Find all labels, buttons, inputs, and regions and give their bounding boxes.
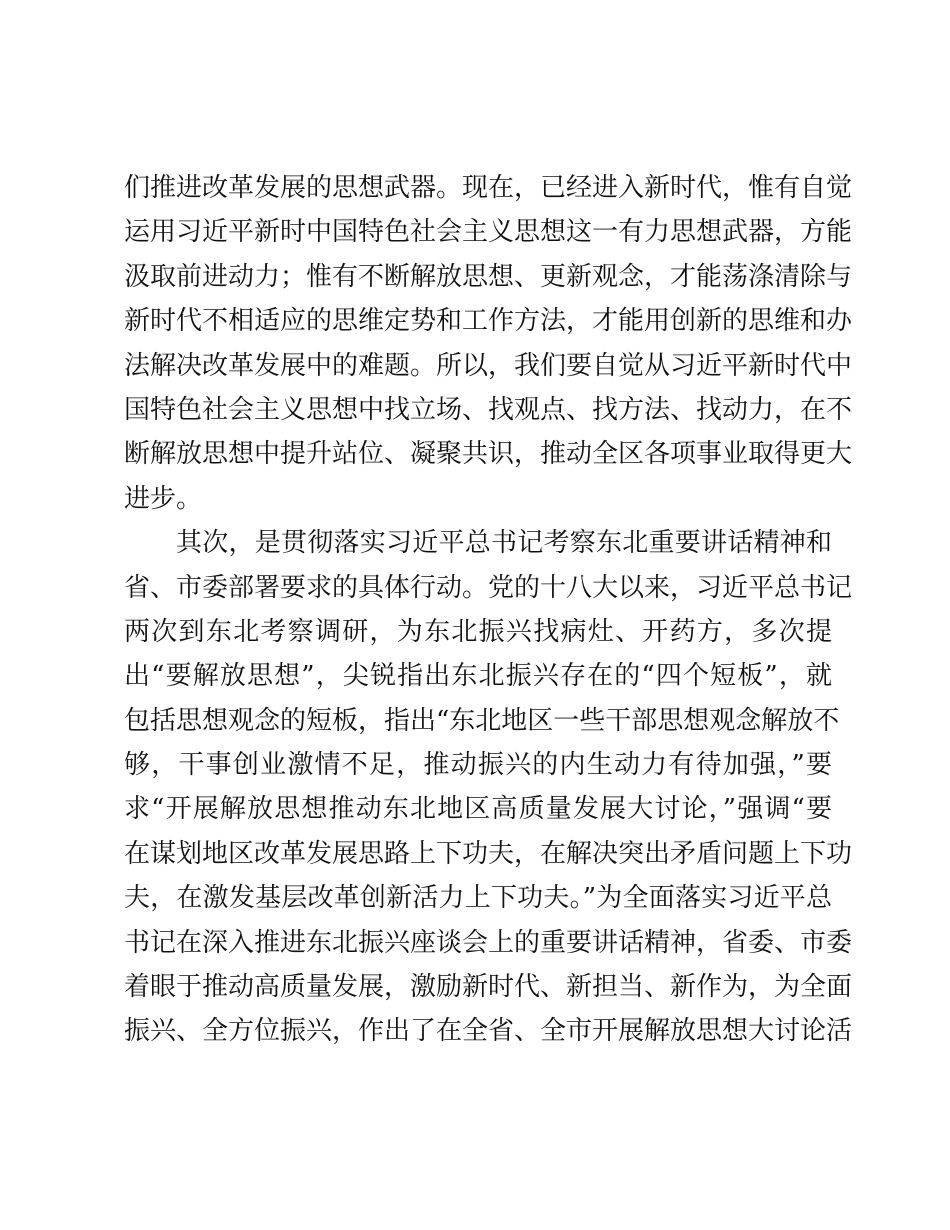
text-line: 求“开展解放思想推动东北地区高质量发展大讨论，”强调“要 [124,794,832,825]
paragraph-first-line: 其次，是贯彻落实习近平总书记考察东北重要讲话精神和 [176,528,832,559]
text-line: 运用习近平新时中国特色社会主义思想这一有力思想武器，方能 [124,217,853,248]
text-line: 法解决改革发展中的难题。所以，我们要自觉从习近平新时代中 [124,350,853,381]
text-line: 省、市委部署要求的具体行动。党的十八大以来，习近平总书记 [124,572,853,603]
text-line: 包括思想观念的短板，指出“东北地区一些干部思想观念解放不 [124,705,840,736]
text-line: 们推进改革发展的思想武器。现在，已经进入新时代，惟有自觉 [124,173,853,203]
text-line: 在谋划地区改革发展思路上下功夫，在解决突出矛盾问题上下功 [124,838,853,869]
body-text [124,166,853,1054]
text-line: 着眼于推动高质量发展，激励新时代、新担当、新作为，为全面 [124,972,853,1003]
text-line: 出“要解放思想”，尖锐指出东北振兴存在的“四个短板”，就 [124,661,832,692]
text-line: 够，干事创业激情不足，推动振兴的内生动力有待加强，”要 [124,750,832,781]
text-line: 振兴、全方位振兴，作出了在全省、全市开展解放思想大讨论活 [124,1016,853,1047]
text-line: 断解放思想中提升站位、凝聚共识，推动全区各项事业取得更大 [124,439,853,470]
text-line: 汲取前进动力；惟有不断解放思想、更新观念，才能荡涤清除与 [124,261,853,292]
text-line: 书记在深入推进东北振兴座谈会上的重要讲话精神，省委、市委 [124,927,853,958]
text-line: 进步。 [124,483,203,514]
text-line: 国特色社会主义思想中找立场、找观点、找方法、找动力，在不 [124,394,853,425]
text-line: 新时代不相适应的思维定势和工作方法，才能用创新的思维和办 [124,306,853,337]
text-line: 夫，在激发基层改革创新活力上下功夫。”为全面落实习近平总 [124,883,832,914]
text-line: 两次到东北考察调研，为东北振兴找病灶、开药方，多次提 [124,616,832,647]
